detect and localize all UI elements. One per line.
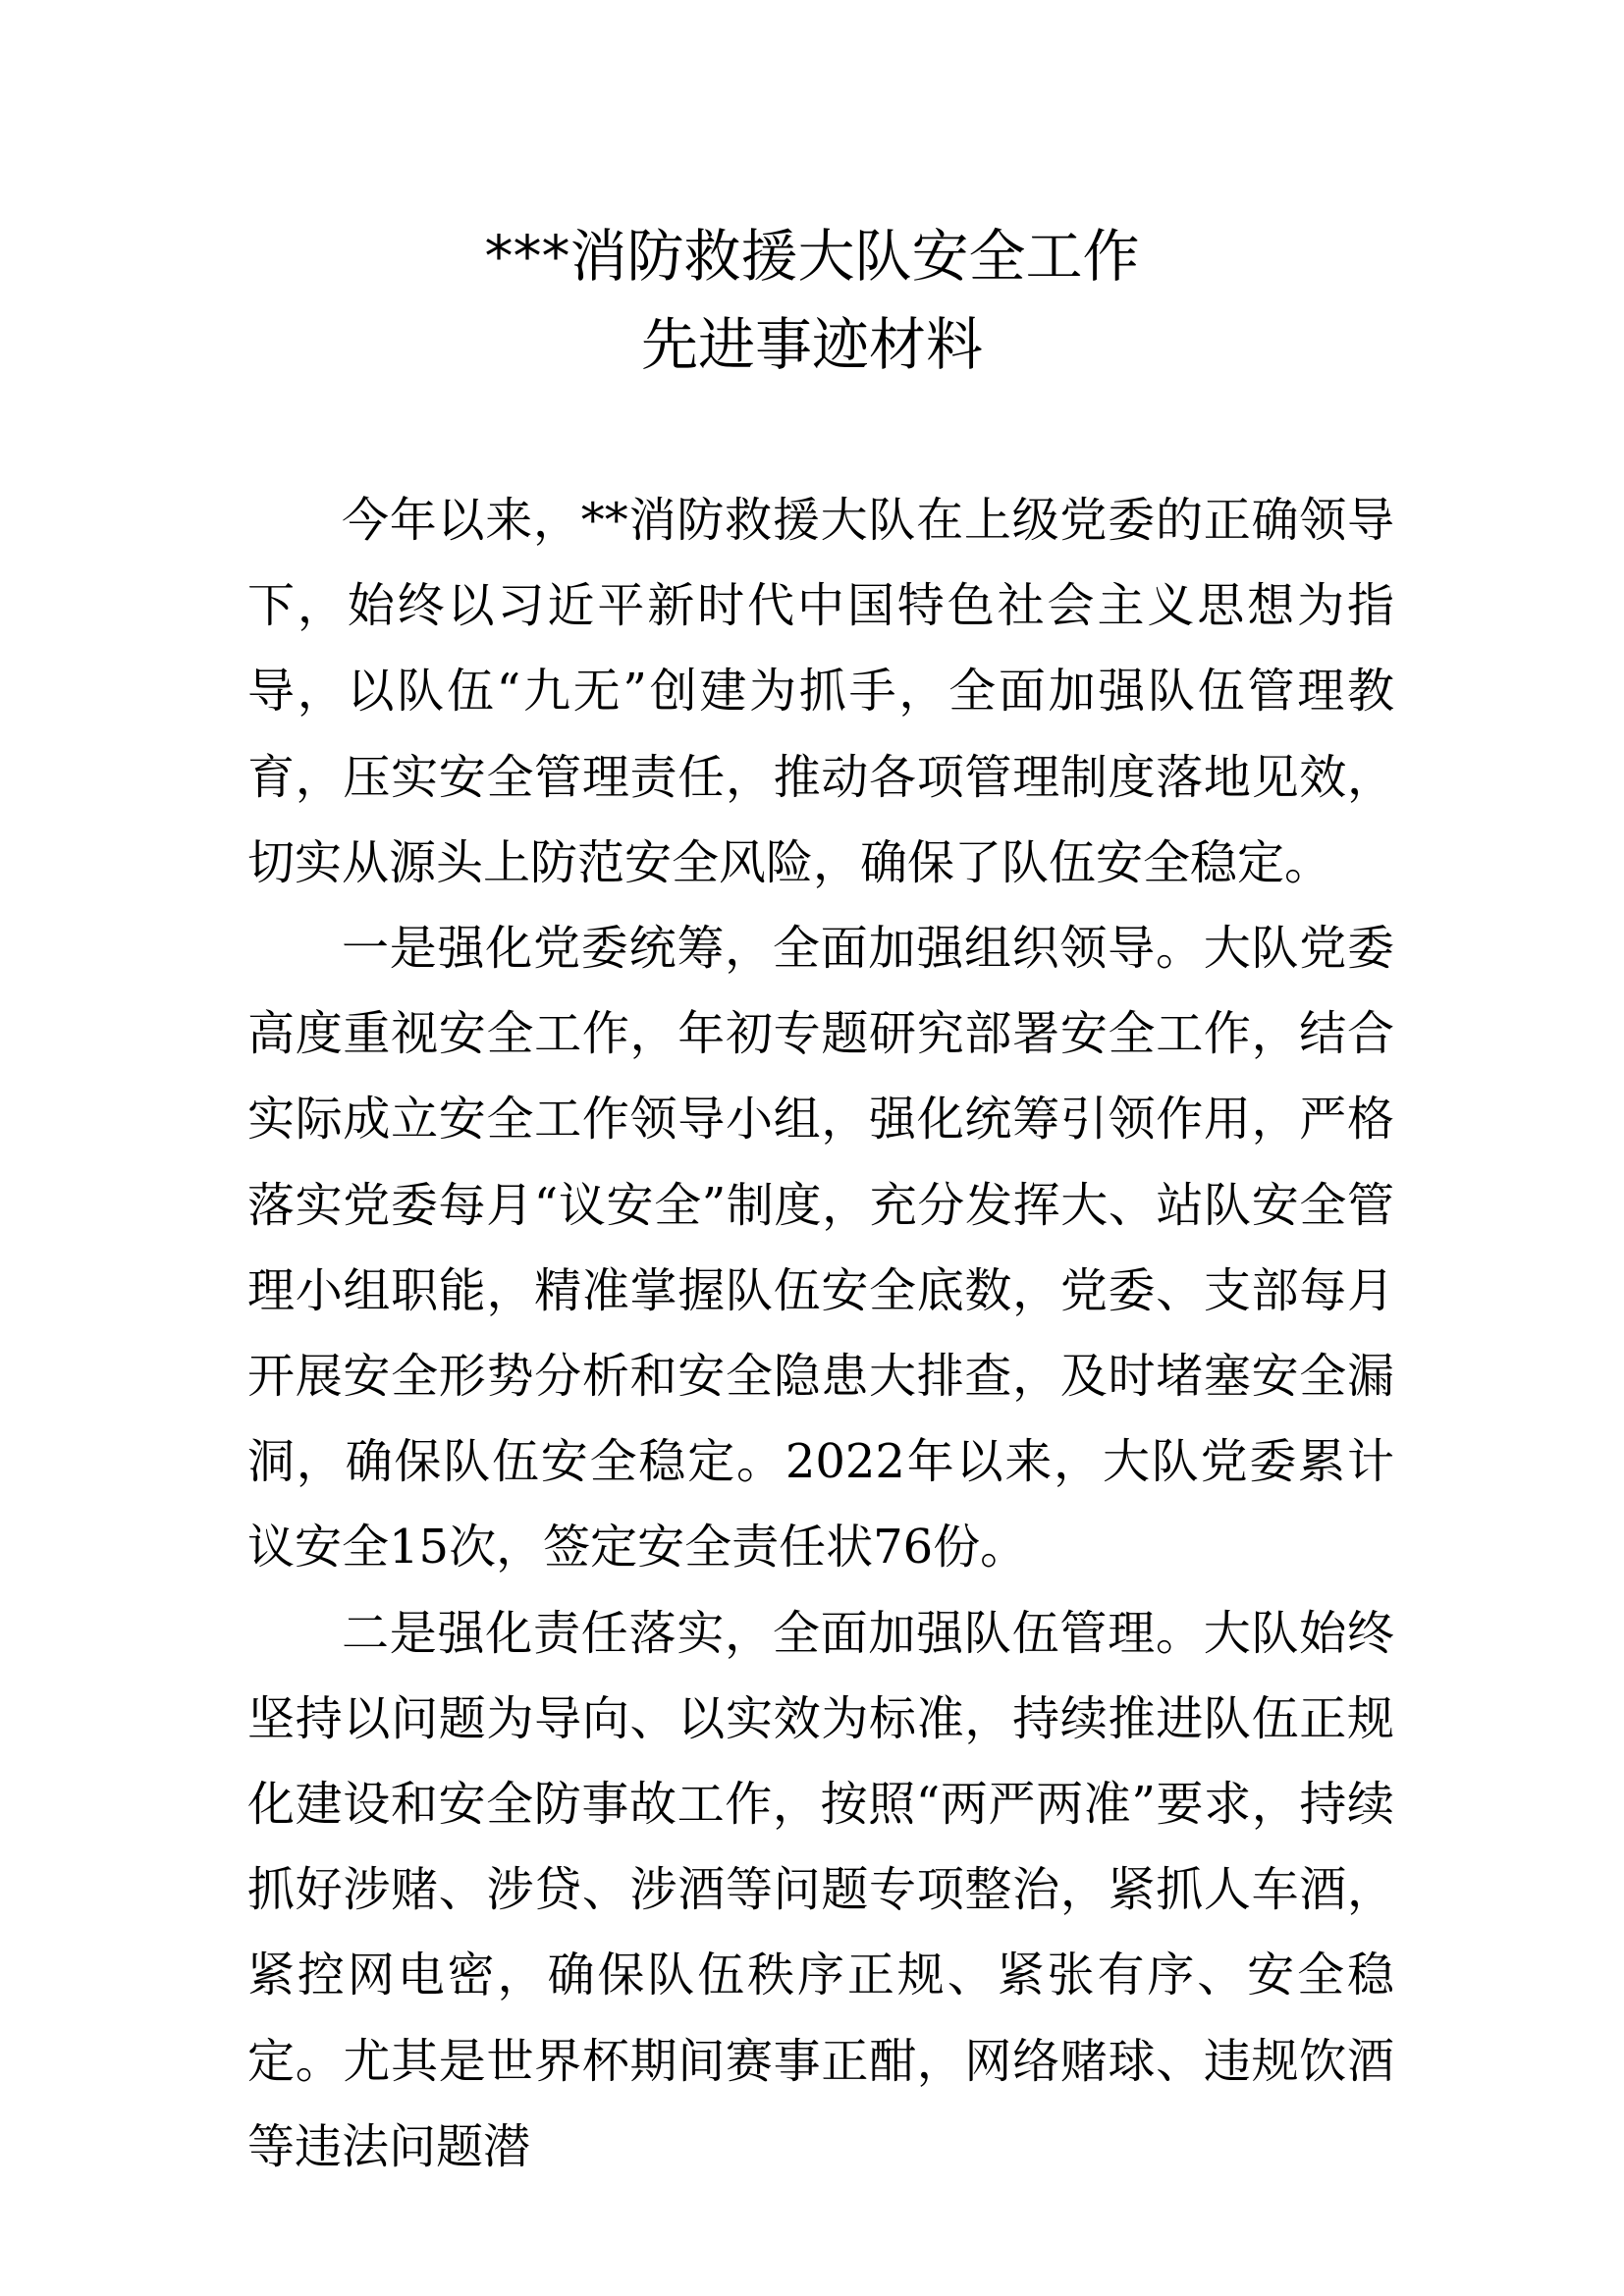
paragraph-party-committee: 一是强化党委统筹，全面加强组织领导。大队党委高度重视安全工作，年初专题研究部署安全工作，结合实际成立安全工作领导小组，强化统筹引领作用，严格落实党委每月“议安全”制度，充分发挥大、站队安全管理小组职能，精准掌握队伍安全底数，党委、支部每月开展安全形势分析和安全隐患大排查，及时堵塞安全漏洞，确保队伍安全稳定。2022年以来，大队党委累计议安全15次，签定安全责任状76份。	[247, 921, 1394, 1575]
document-title-line-1: ***消防救援大队安全工作	[484, 223, 1140, 290]
paragraph-intro: 今年以来，**消防救援大队在上级党委的正确领导下，始终以习近平新时代中国特色社会主义思想为指导，以队伍“九无”创建为抓手，全面加强队伍管理教育，压实安全管理责任，推动各项管理制度落地见效，切实从源头上防范安全风险，确保了队伍安全稳定。	[247, 493, 1394, 890]
document-body	[247, 478, 1394, 2190]
paragraph-responsibility: 二是强化责任落实，全面加强队伍管理。大队始终坚持以问题为导向、以实效为标准，持续推进队伍正规化建设和安全防事故工作，按照“两严两准”要求，持续抓好涉赌、涉贷、涉酒等问题专项整治，紧抓人车酒，紧控网电密，确保队伍秩序正规、紧张有序、安全稳定。尤其是世界杯期间赛事正酣，网络赌球、违规饮酒等违法问题潜	[247, 1605, 1394, 2174]
document-title-line-2: 先进事迹材料	[640, 311, 983, 378]
